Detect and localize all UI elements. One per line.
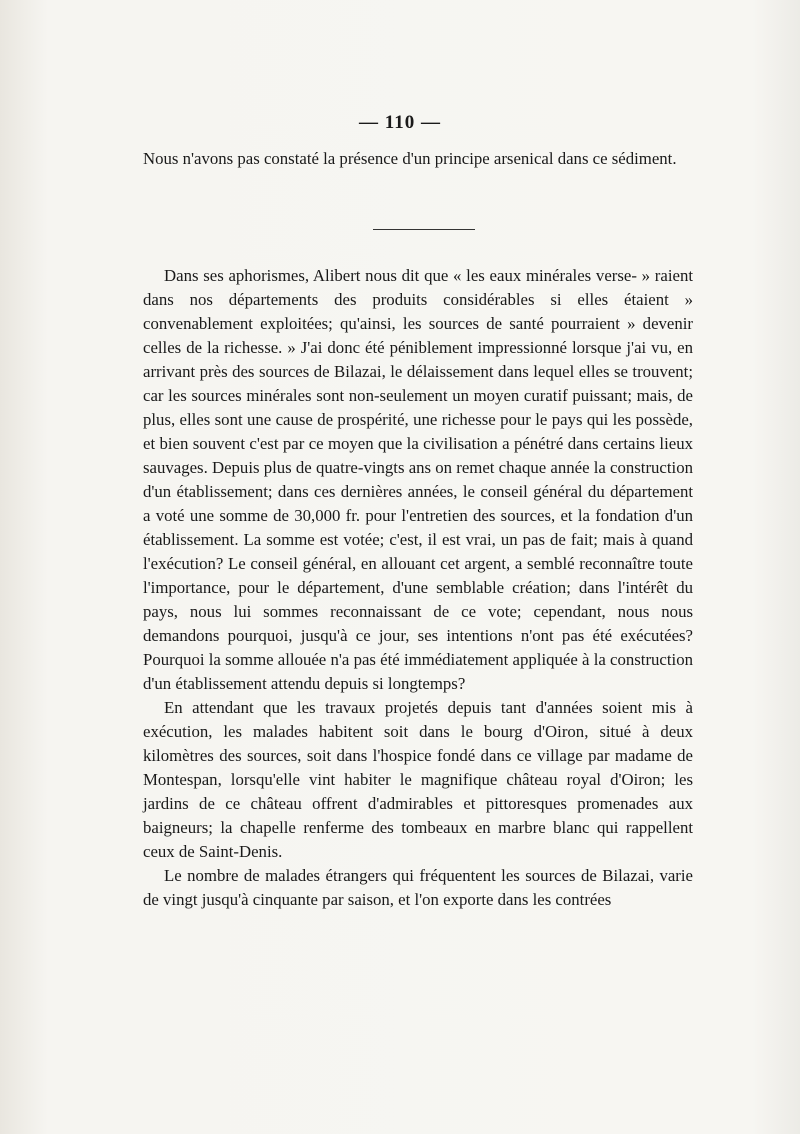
paragraph-oiron: En attendant que les travaux projetés depuis tant d'années soient mis à exécution, les malades habitent soit dans le bourg d'Oiron, situé à deux kilomètres des sources, soit dans l'hospice fondé dans ce village par madame de Montespan, lorsqu'elle vint habiter le magnifique château royal d'Oiron; les jardins de ce château offrent d'admirables et pittoresques promenades aux baigneurs; la chapelle renferme des tombeaux en marbre blanc qui rappellent ceux de Saint-Denis. (143, 698, 693, 861)
paragraph-sediment: Nous n'avons pas constaté la présence d'un principe arsenical dans ce sédiment. (143, 149, 677, 168)
page-number: — 110 — (359, 112, 441, 133)
paragraph-malades: Le nombre de malades étrangers qui fréquentent les sources de Bilazai, varie de vingt jusqu'à cinquante par saison, et l'on exporte dans les contrées (143, 866, 693, 909)
paragraph-alibert: Dans ses aphorismes, Alibert nous dit que « les eaux minérales verse- » raient dans nos départements des produits considérables si elles étaient » convenablement exploitées; qu'ainsi, les sources de santé pourraient » devenir celles de la richesse. » J'ai donc été péniblement impressionné lorsque j'ai vu, en arrivant près des sources de Bilazai, le délaissement dans lequel elles se trouvent; car les sources minérales sont non-seulement un moyen curatif puissant; mais, de plus, elles sont une cause de prospérité, une richesse pour le pays qui les possède, et bien souvent c'est par ce moyen que la civilisation a pénétré dans certains lieux sauvages. Depuis plus de quatre-vingts ans on remet chaque année la construction d'un établissement; dans ces dernières années, le conseil général du département a voté une somme de 30,000 fr. pour l'entretien des sources, et la fondation d'un établissement. La somme est votée; c'est, il est vrai, un pas de fait; mais à quand l'exécution? Le conseil général, en allouant cet argent, a semblé reconnaître toute l'importance, pour le département, d'une semblable création; dans l'intérêt du pays, nous lui sommes reconnaissant de ce vote; cependant, nous nous demandons pourquoi, jusqu'à ce jour, ses intentions n'ont pas été exécutées? Pourquoi la somme allouée n'a pas été immédiatement appliquée à la construction d'un établissement attendu depuis si longtemps? (143, 266, 693, 693)
section-divider (373, 229, 475, 230)
text-block-top (143, 147, 693, 171)
text-block-main (143, 264, 693, 912)
